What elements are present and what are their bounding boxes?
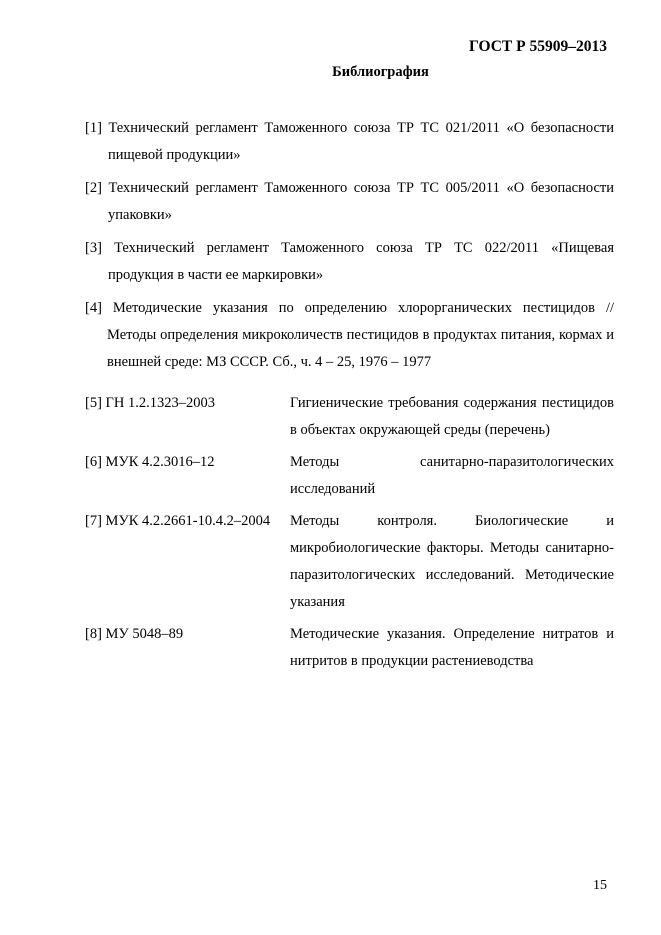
bibliography-list bbox=[85, 115, 614, 680]
normative-title: Методы контроля. Биологические и микробиологические факторы. Методы санитарно-паразитологических исследований. Методические указания bbox=[290, 513, 614, 610]
normative-reference-8 bbox=[85, 621, 614, 675]
reference-number: [2] bbox=[85, 180, 102, 196]
normative-reference-5 bbox=[85, 390, 614, 444]
normative-code: МУК 4.2.3016–12 bbox=[105, 454, 215, 470]
page-number: 15 bbox=[593, 878, 607, 893]
normative-code-cell bbox=[85, 508, 290, 535]
document-code: ГОСТ Р 55909–2013 bbox=[469, 38, 607, 55]
normative-title: Гигиенические требования содержания пестицидов в объектах окружающей среды (перечень) bbox=[290, 395, 614, 438]
reference-item-4 bbox=[85, 295, 614, 376]
reference-text: Технический регламент Таможенного союза ТР ТС 005/2011 «О безопасности упаковки» bbox=[108, 180, 614, 223]
reference-number: [3] bbox=[85, 240, 102, 256]
reference-number: [4] bbox=[85, 300, 102, 316]
reference-item-1 bbox=[85, 115, 614, 169]
reference-text: Технический регламент Таможенного союза ТР ТС 021/2011 «О безопасности пищевой продукции» bbox=[108, 120, 614, 163]
normative-code-cell bbox=[85, 449, 290, 476]
normative-title: Методические указания. Определение нитратов и нитритов в продукции растениеводства bbox=[290, 626, 614, 669]
reference-text: Технический регламент Таможенного союза ТР ТС 022/2011 «Пищевая продукция в части ее маркировки» bbox=[108, 240, 615, 283]
reference-item-2 bbox=[85, 175, 614, 229]
reference-number: [7] bbox=[85, 513, 102, 529]
section-title: Библиография bbox=[332, 64, 429, 80]
normative-code-cell bbox=[85, 390, 290, 417]
normative-code-cell bbox=[85, 621, 290, 648]
normative-reference-6 bbox=[85, 449, 614, 503]
normative-code: МУ 5048–89 bbox=[105, 626, 184, 642]
reference-number: [6] bbox=[85, 454, 102, 470]
normative-code: МУК 4.2.2661-10.4.2–2004 bbox=[105, 513, 271, 529]
reference-number: [8] bbox=[85, 626, 102, 642]
reference-item-3 bbox=[85, 235, 614, 289]
normative-code: ГН 1.2.1323–2003 bbox=[105, 395, 216, 411]
reference-number: [5] bbox=[85, 395, 102, 411]
normative-reference-7 bbox=[85, 508, 614, 616]
normative-title: Методы санитарно-паразитологических исследований bbox=[290, 454, 614, 497]
reference-text: Методические указания по определению хлорорганических пестицидов // Методы определения микроколичеств пестицидов в продуктах питания, кормах и внешней среде: МЗ СССР. Сб., ч. 4 – 25, 1976 – 1977 bbox=[107, 300, 615, 370]
reference-number: [1] bbox=[85, 120, 102, 136]
